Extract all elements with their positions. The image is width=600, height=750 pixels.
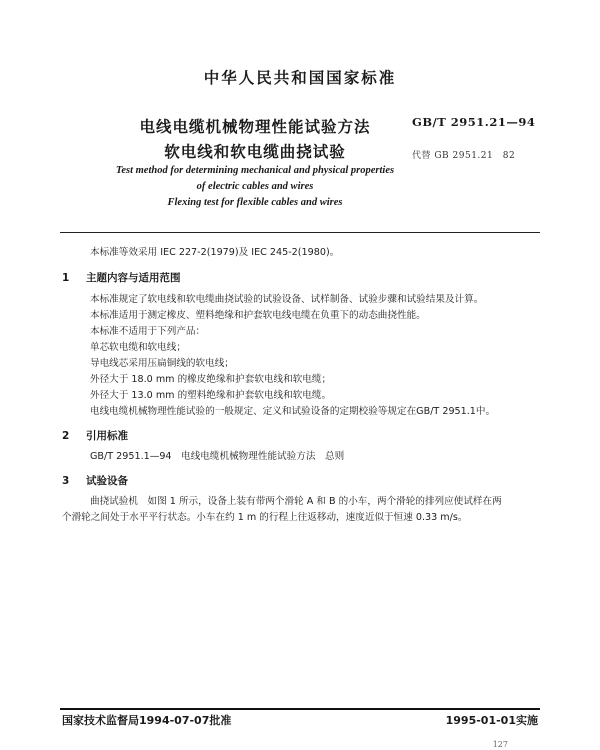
footer-divider [60, 708, 540, 710]
section-3-heading [62, 473, 128, 488]
section-2-heading [62, 428, 128, 443]
section-1-list-item: 导电线芯采用压扁铜线的软电线； [90, 358, 234, 369]
section-1-list-item: 外径大于 13.0 mm 的塑料绝缘和护套软电线和软电缆。 [90, 390, 332, 401]
header-divider [60, 232, 540, 233]
approval-date: 国家技术监督局1994-07-07批准 [62, 714, 232, 727]
standard-title-en-line3: Flexing test for flexible cables and wires [167, 197, 343, 208]
section-title: 主题内容与适用范围 [86, 272, 181, 284]
section-number: 2 [62, 430, 70, 442]
referenced-standard: GB/T 2951.1—94 电线电缆机械物理性能试验方法 总则 [90, 451, 345, 462]
section-3-para: 曲挠试验机 如图 1 所示，设备上装有带两个滑轮 A 和 B 的小车，两个滑轮的排列应使试样在两 [90, 496, 502, 507]
section-title: 试验设备 [86, 475, 128, 487]
section-number: 1 [62, 272, 70, 284]
section-1-list-item: 单芯软电缆和软电线； [90, 342, 186, 353]
section-1-para: 电线电缆机械物理性能试验的一般规定、定义和试验设备的定期校验等规定在GB/T 2951.1中。 [90, 406, 496, 417]
standard-title-cn-line2: 软电线和软电缆曲挠试验 [164, 143, 346, 161]
section-1-list-item: 外径大于 18.0 mm 的橡皮绝缘和护套软电线和软电缆； [90, 374, 332, 385]
section-1-para: 本标准规定了软电线和软电缆曲挠试验的试验设备、试样制备、试验步骤和试验结果及计算。 [90, 294, 484, 305]
implementation-date: 1995-01-01实施 [445, 714, 538, 727]
section-3-para: 个滑轮之间处于水平平行状态。小车在约 1 m 的行程上往返移动，速度近似于恒速 0.33 m/s。 [62, 512, 468, 523]
standard-title-cn-line1: 电线电缆机械物理性能试验方法 [139, 118, 371, 136]
issuing-body-header: 中华人民共和国国家标准 [203, 69, 397, 87]
replaces-note: 代替 GB 2951.21 82 [412, 151, 516, 161]
standard-title-en-line1: Test method for determining mechanical and physical properties [115, 165, 395, 176]
page-number: 127 [492, 740, 508, 749]
section-title: 引用标准 [86, 430, 128, 442]
intro-paragraph: 本标准等效采用 IEC 227-2(1979)及 IEC 245-2(1980)。 [90, 247, 340, 258]
section-number: 3 [62, 475, 70, 487]
standard-number: GB/T 2951.21—94 [412, 115, 536, 129]
standard-title-en-line2: of electric cables and wires [196, 181, 314, 192]
section-1-para: 本标准不适用于下列产品： [90, 326, 206, 337]
section-1-heading [62, 270, 181, 285]
section-1-para: 本标准适用于测定橡皮、塑料绝缘和护套软电线电缆在负重下的动态曲挠性能。 [90, 310, 426, 321]
